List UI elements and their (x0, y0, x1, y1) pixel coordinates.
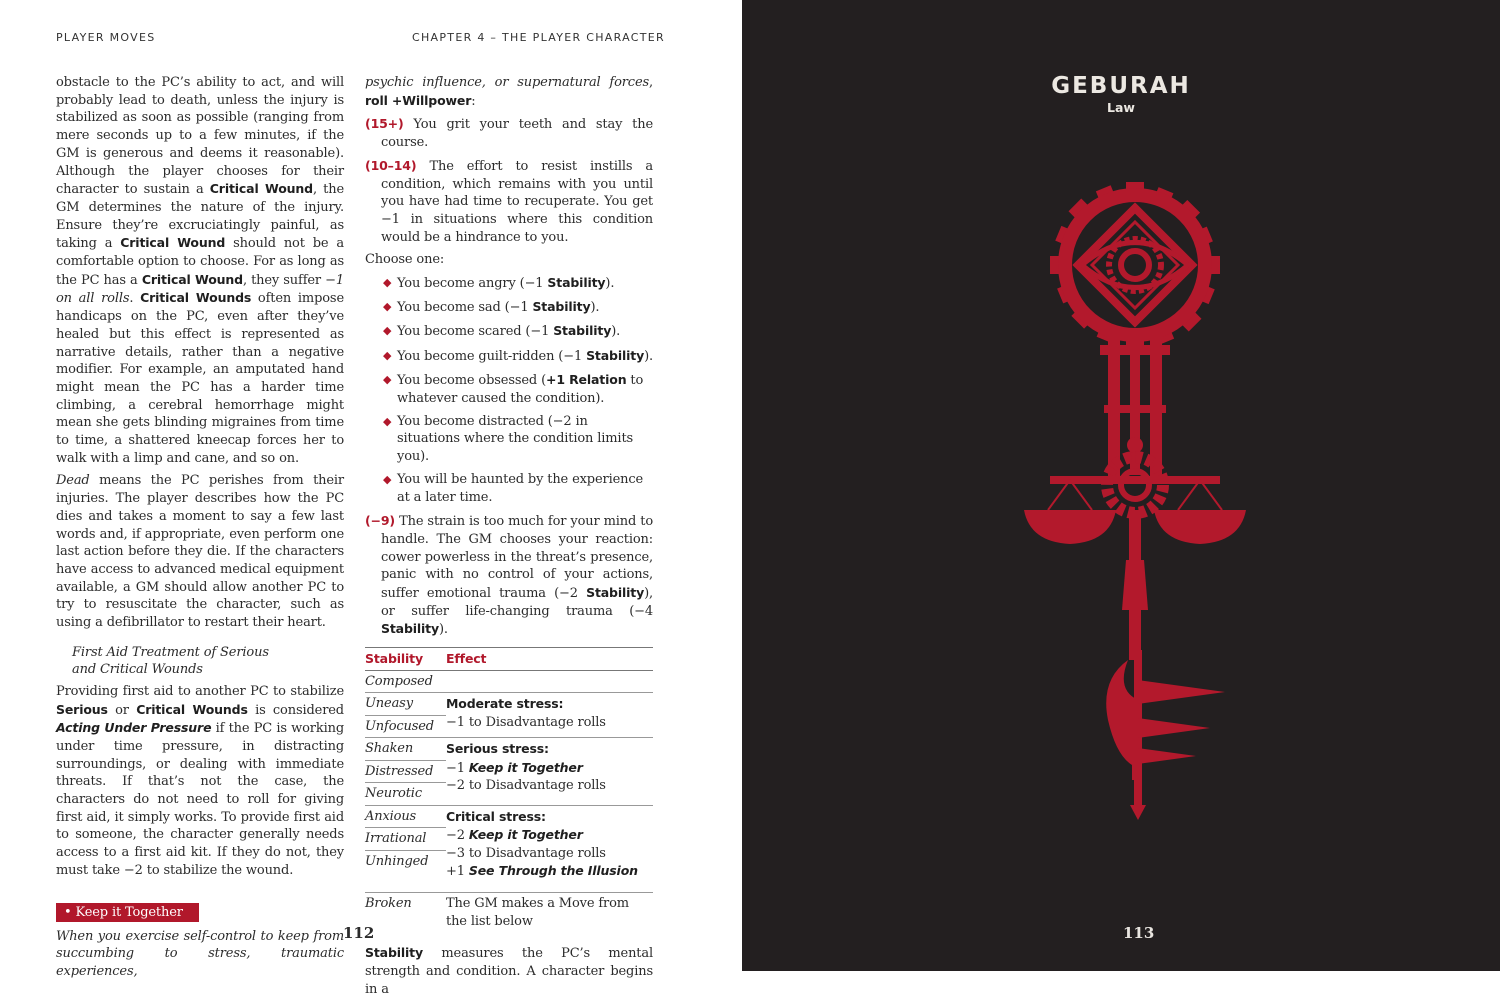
column-left (56, 74, 344, 986)
paragraph-critical-wound: obstacle to the PC’s ability to act, and will probably lead to death, unless the injury is stabilized as soon as possible (ranging from mere seconds up to a few minutes, if the GM is generous and deems it reasonable). Although the player chooses for their character to sustain a Critical Wound, the GM determines the nature of the injury. Ensure they’re excruciatingly painful, as taking a Critical Wound should not be a comfortable option to choose. For as long as the PC has a Critical Wound, they suffer −1 on all rolls. Critical Wounds often impose handicaps on the PC, even after they’ve healed but this effect is represented as narrative details, rather than a negative modifier. For example, an amputated hand might mean the PC has a harder time climbing, a cerebral hemorrhage might mean she gets blinding migraines from time to time, a shattered kneecap forces her to walk with a limp and cane, and so on. (56, 75, 344, 466)
subhead-first-aid: First Aid Treatment of Serious and Critical Wounds (72, 644, 269, 678)
table-header-stability: Stability (365, 648, 446, 671)
page-number-right: 113 (1123, 924, 1155, 942)
table-row: Composed (365, 670, 653, 693)
table-row: Unhinged (365, 850, 653, 893)
paragraph-keep-it-together-trigger: When you exercise self-control to keep from succumbing to stress, traumatic experiences, (56, 928, 344, 979)
paragraph-first-aid: Providing first aid to another PC to stabilize Serious or Critical Wounds is considered Acting Under Pressure if the PC is working under time pressure, in distracting surroundings, or dealing with immediate threats. If that’s not the case, the characters do not need to roll for giving first aid, it simply works. To provide first aid to someone, the character generally needs access to a first aid kit. If they do not, they must take −2 to stabilize the wound. (56, 683, 344, 878)
condition-options-list (383, 274, 653, 507)
table-row: Broken The GM makes a Move from the list below (365, 896, 629, 929)
result-10-14: (10–14) The effort to resist instills a condition, which remains with you until you have had time to recuperate. You get −1 in situations where this condition would be a hindrance to you. (365, 157, 653, 245)
list-item: ◆ You become sad (−1 Stability). (383, 298, 653, 317)
result-15-plus: (15+) You grit your teeth and stay the course. (365, 116, 653, 151)
list-item: ◆ You become distracted (−2 in situations where the condition limits you). (383, 413, 653, 466)
table-row: Distressed (365, 760, 653, 783)
table-row: Uneasy Moderate stress: −1 to Disadvantage rolls (365, 693, 653, 716)
table-row: Shaken Serious stress: −1 Keep it Together −2 to Disadvantage rolls (365, 738, 653, 761)
left-page (0, 0, 742, 997)
table-row: Anxious Critical stress: −2 Keep it Together −3 to Disadvantage rolls +1 See Through the Illusion (365, 805, 653, 828)
scales-key-emblem-icon (1020, 180, 1250, 820)
move-tag-keep-it-together: • Keep it Together (56, 903, 199, 922)
choose-one-label: Choose one: (365, 252, 445, 268)
sephira-title: GEBURAH (1051, 73, 1191, 99)
list-item: ◆ You become obsessed (+1 Relation to whatever caused the condition). (383, 371, 653, 407)
page-number-left: 112 (343, 924, 375, 942)
column-right (365, 74, 653, 1003)
list-item: ◆ You become scared (−1 Stability). (383, 322, 653, 341)
table-row: Unfocused (365, 715, 653, 738)
paragraph-roll-willpower: psychic influence, or supernatural forces, roll +Willpower: (365, 75, 653, 109)
list-item: ◆ You become angry (−1 Stability). (383, 274, 653, 293)
running-head-left: PLAYER MOVES (56, 31, 156, 44)
paragraph-stability: Stability measures the PC’s mental strength and condition. A character begins in a (365, 945, 653, 997)
table-row: Irrational (365, 828, 653, 851)
sephira-subtitle: Law (1107, 100, 1135, 115)
stability-table (365, 647, 653, 932)
table-header-effect: Effect (446, 648, 653, 671)
result-minus-9: (−9) The strain is too much for your mind to handle. The GM chooses your reaction: cower powerless in the threat’s presence, panic with no control of your actions, suffer emotional trauma (−2 Stability), or suffer life-changing trauma (−4 Stability). (365, 513, 653, 638)
list-item: ◆ You will be haunted by the experience at a later time. (383, 471, 653, 506)
list-item: ◆ You become guilt-ridden (−1 Stability). (383, 347, 653, 366)
table-row: Neurotic (365, 783, 653, 806)
running-head-right: CHAPTER 4 – THE PLAYER CHARACTER (412, 31, 665, 44)
paragraph-dead: Dead means the PC perishes from their injuries. The player describes how the PC dies and takes a moment to say a few last words and, if appropriate, even perform one last action before they die. If the characters have access to advanced medical equipment available, a GM should allow another PC to try to resuscitate the character, such as using a defibrillator to restart their heart. (56, 473, 344, 631)
